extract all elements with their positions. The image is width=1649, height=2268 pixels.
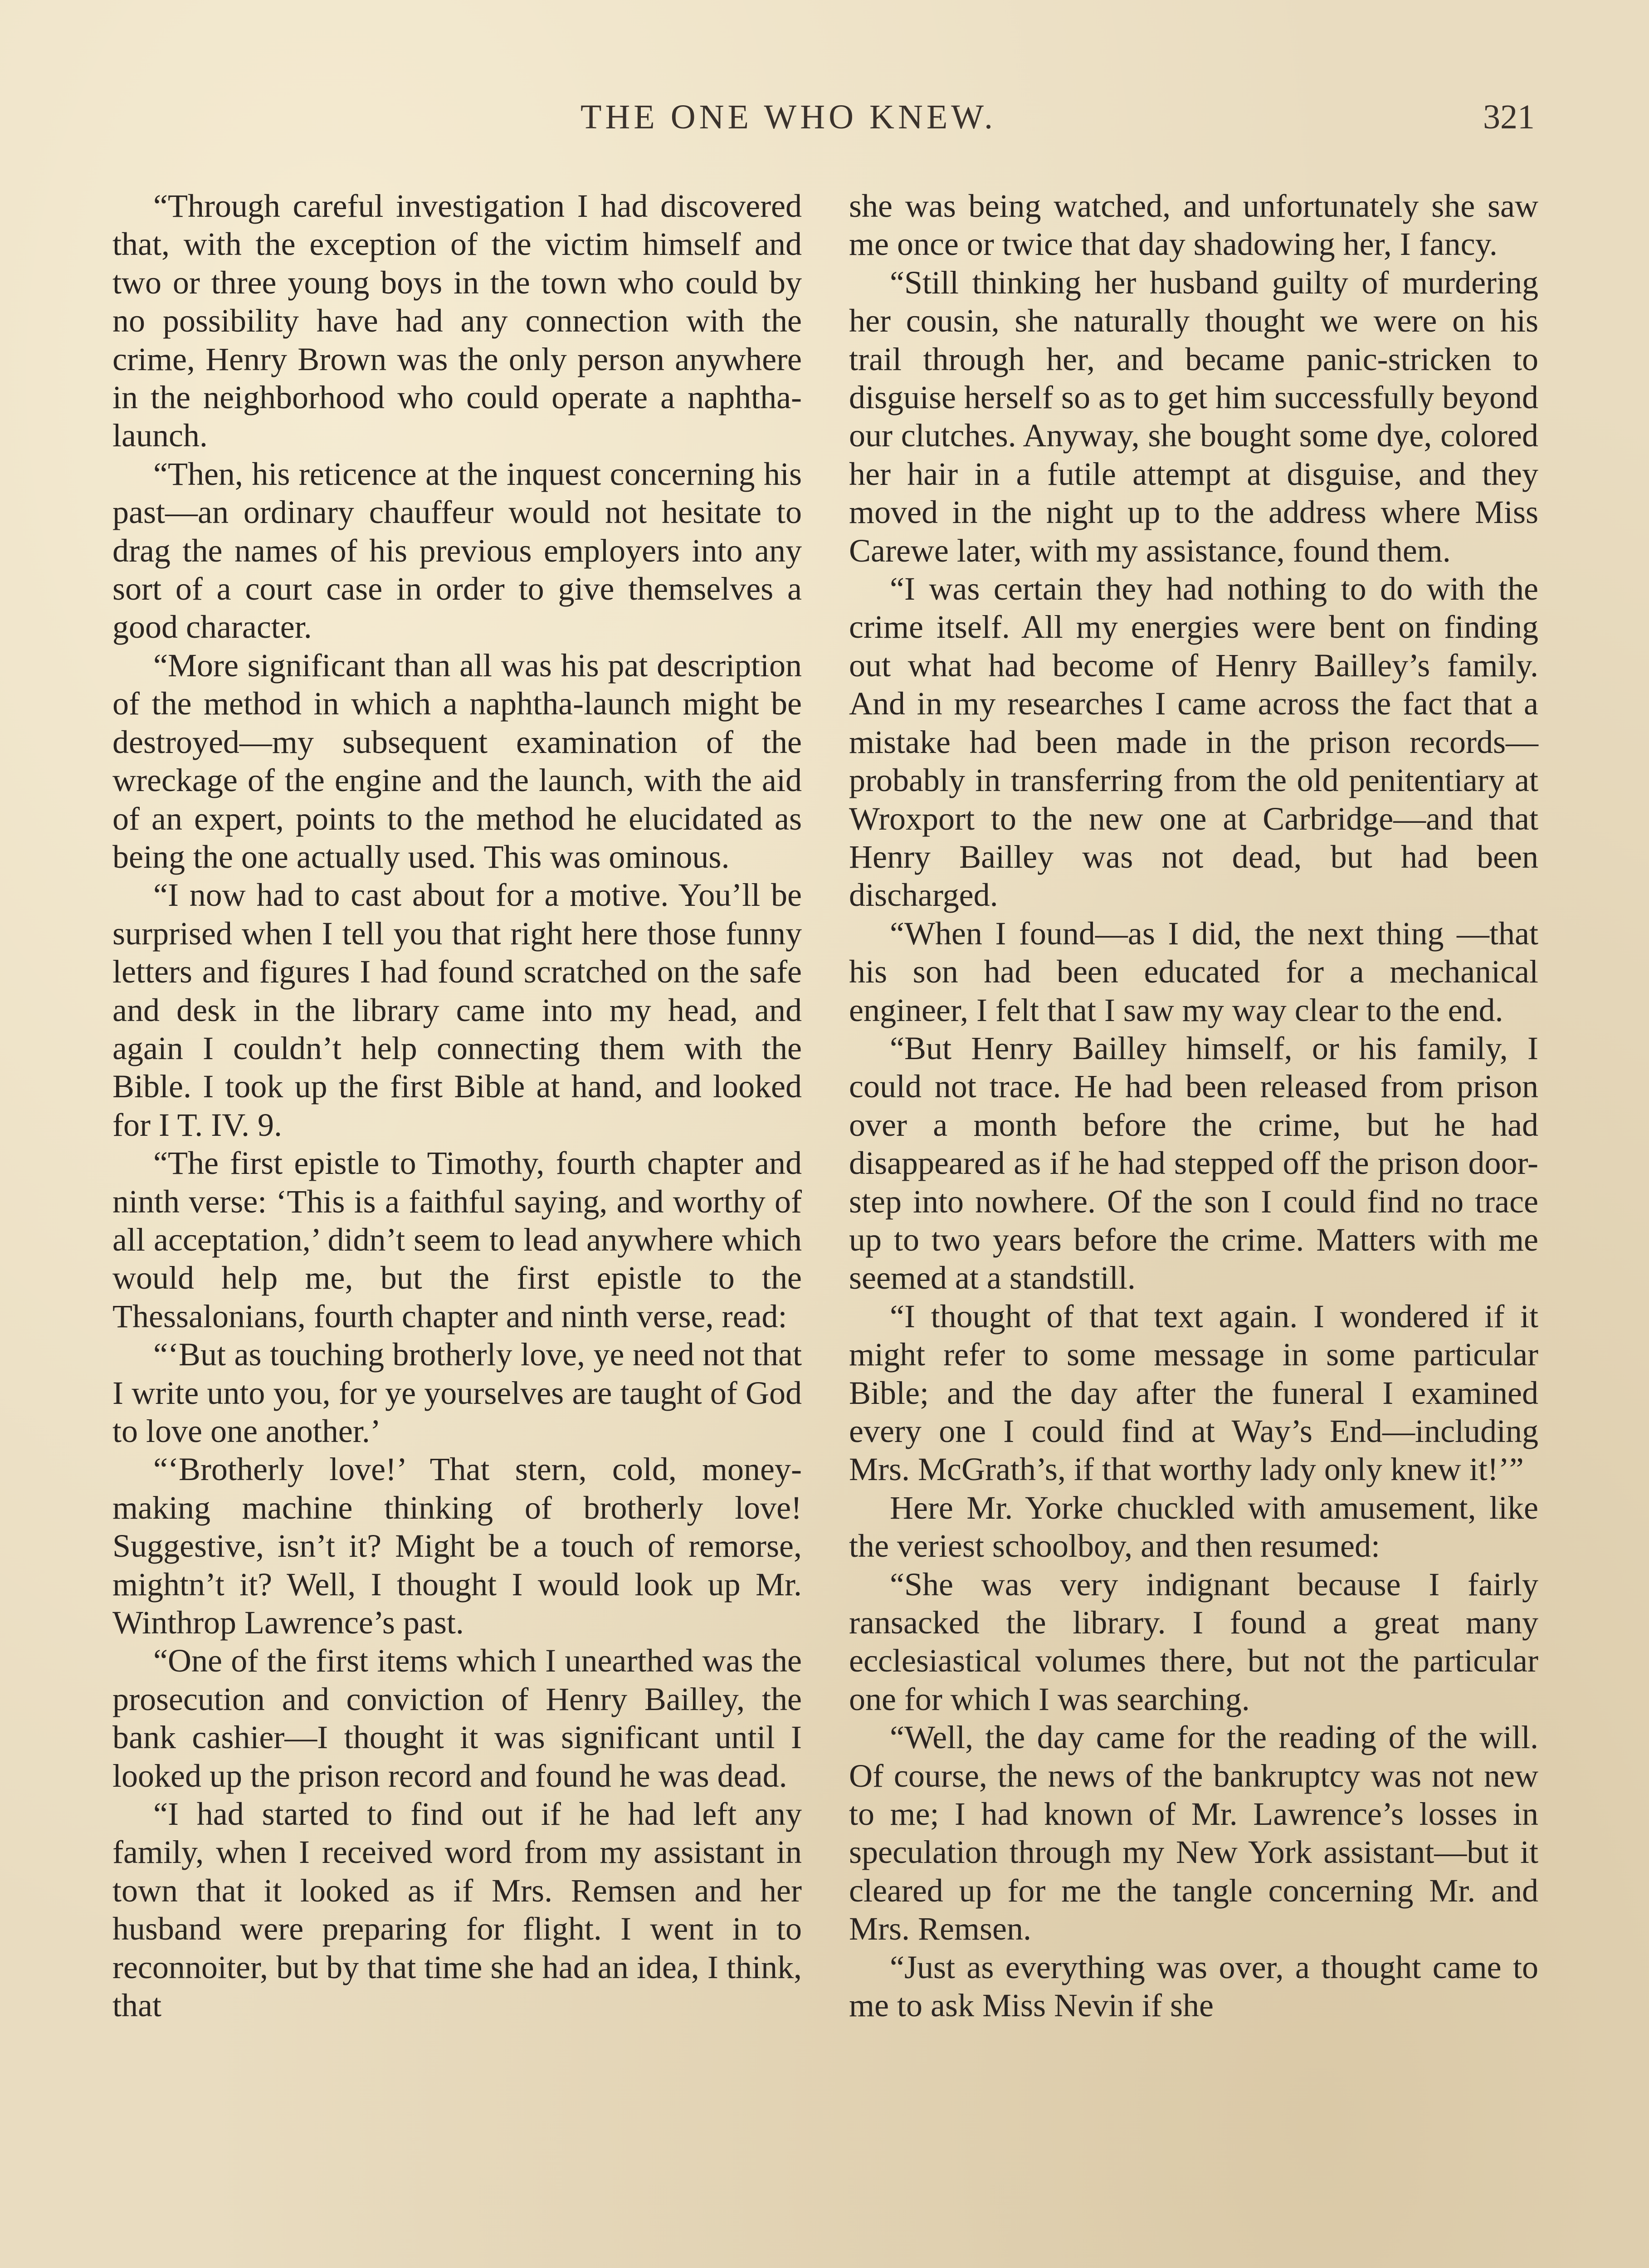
paragraph: Here Mr. Yorke chuckled with amusement, like the veriest schoolboy, and then resumed: bbox=[849, 1489, 1538, 1564]
running-title: THE ONE WHO KNEW. bbox=[581, 98, 997, 136]
paragraph: “Then, his reticence at the inquest concerning his past—an ordinary chauffeur would not hesitate to drag the names of his previous employers into any sort of a court case in order to give themselves a good character. bbox=[112, 455, 802, 645]
left-column bbox=[112, 187, 802, 2025]
paragraph: “I now had to cast about for a motive. You’ll be surprised when I tell you that right here those funny letters and figures I had found scratched on the safe and desk in the library came into my head, and again I couldn’t help connecting them with the Bible. I took up the first Bible at hand, and looked for I T. IV. 9. bbox=[112, 877, 802, 1143]
page-number: 321 bbox=[1483, 98, 1535, 136]
right-column bbox=[849, 187, 1538, 2025]
paragraph: “‘Brotherly love!’ That stern, cold, money-making machine thinking of brotherly love! Suggestive, isn’t it? Might be a touch of remorse, mightn’t it? Well, I thought I would look up Mr. Winthrop Lawrence’s past. bbox=[112, 1451, 802, 1641]
paragraph: “‘But as touching brotherly love, ye need not that I write unto you, for ye yourselves are taught of God to love one another.’ bbox=[112, 1336, 802, 1449]
paragraph: “But Henry Bailley himself, or his family, I could not trace. He had been released from prison over a month before the crime, but he had disappeared as if he had stepped off the prison door-step into nowhere. Of the son I could find no trace up to two years before the crime. Matters with me seemed at a standstill. bbox=[849, 1030, 1538, 1296]
paragraph: “The first epistle to Timothy, fourth chapter and ninth verse: ‘This is a faithful saying, and worthy of all acceptation,’ didn’t seem to lead anywhere which would help me, but the first epistle to the Thessalonians, fourth chapter and ninth verse, read: bbox=[112, 1145, 802, 1334]
paragraph: “I thought of that text again. I wondered if it might refer to some message in some particular Bible; and the day after the funeral I examined every one I could find at Way’s End—including Mrs. McGrath’s, if that worthy lady only knew it!’” bbox=[849, 1298, 1538, 1488]
paragraph: “One of the first items which I unearthed was the prosecution and conviction of Henry Bailley, the bank cashier—I thought it was significant until I looked up the prison record and found he was dead. bbox=[112, 1642, 802, 1794]
paragraph: “Well, the day came for the reading of the will. Of course, the news of the bankruptcy was not new to me; I had known of Mr. Lawrence’s losses in speculation through my New York assistant—but it cleared up for me the tangle concerning Mr. and Mrs. Remsen. bbox=[849, 1719, 1538, 1947]
paragraph: “I was certain they had nothing to do with the crime itself. All my energies were bent on finding out what had become of Henry Bailley’s family. And in my researches I came across the fact that a mistake had been made in the prison records—probably in transferring from the old penitentiary at Wroxport to the new one at Carbridge—and that Henry Bailley was not dead, but had been discharged. bbox=[849, 571, 1538, 914]
paragraph: “When I found—as I did, the next thing —that his son had been educated for a mechanical engineer, I felt that I saw my way clear to the end. bbox=[849, 915, 1538, 1028]
paragraph: “Through careful investigation I had discovered that, with the exception of the victim himself and two or three young boys in the town who could by no possibility have had any connection with the crime, Henry Brown was the only person anywhere in the neighborhood who could operate a naphtha-launch. bbox=[112, 188, 802, 454]
paragraph: “I had started to find out if he had left any family, when I received word from my assistant in town that it looked as if Mrs. Remsen and her husband were preparing for flight. I went in to reconnoiter, but by that time she had an idea, I think, that bbox=[112, 1796, 802, 2024]
paragraph: “Just as everything was over, a thought came to me to ask Miss Nevin if she bbox=[849, 1949, 1538, 2024]
paragraph: “She was very indignant because I fairly ransacked the library. I found a great many ecclesiastical volumes there, but not the particular one for which I was searching. bbox=[849, 1566, 1538, 1717]
paragraph: “More significant than all was his pat description of the method in which a naphtha-launch might be destroyed—my subsequent examination of the wreckage of the engine and the launch, with the aid of an expert, points to the method he elucidated as being the one actually used. This was ominous. bbox=[112, 647, 802, 875]
paragraph: “Still thinking her husband guilty of murdering her cousin, she naturally thought we were on his trail through her, and became panic-stricken to disguise herself so as to get him successfully beyond our clutches. Anyway, she bought some dye, colored her hair in a futile attempt at disguise, and they moved in the night up to the address where Miss Carewe later, with my assistance, found them. bbox=[849, 264, 1538, 569]
continued-paragraph: she was being watched, and unfortunately she saw me once or twice that day shadowing her, I fancy. bbox=[849, 188, 1538, 263]
